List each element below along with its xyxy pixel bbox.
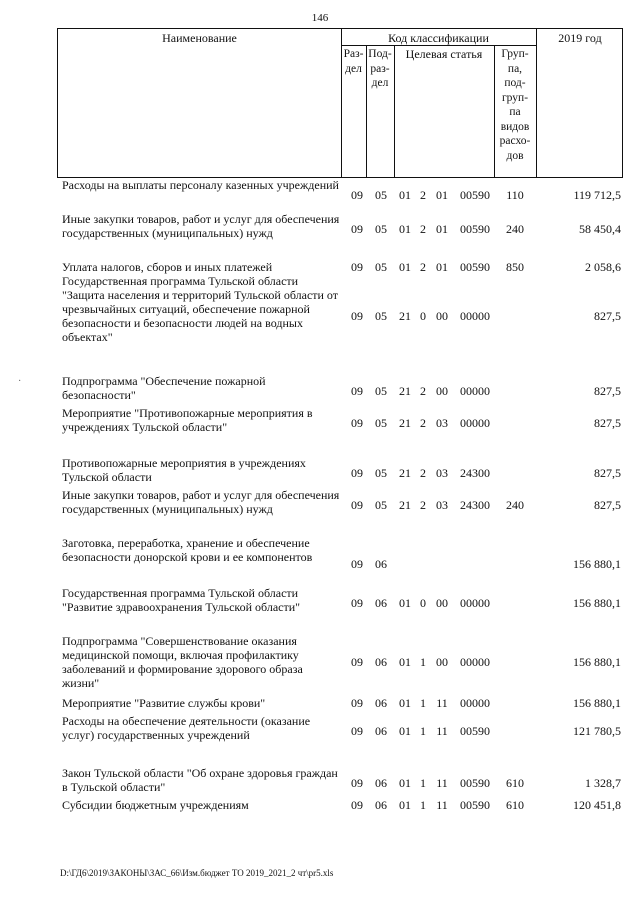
row-target-subprogram: 2 xyxy=(420,222,426,236)
row-target-subprogram: 2 xyxy=(420,188,426,202)
row-razdel: 09 xyxy=(351,384,363,398)
row-podrazdel: 06 xyxy=(375,798,387,812)
row-target-program: 01 xyxy=(399,696,411,710)
row-target-direction: 00590 xyxy=(460,222,490,236)
row-razdel: 09 xyxy=(351,416,363,430)
row-target-program: 01 xyxy=(399,188,411,202)
row-name: Заготовка, переработка, хранение и обеспечение безопасности донорской крови и ее компонентов xyxy=(62,536,313,564)
row-target-program: 01 xyxy=(399,776,411,790)
row-target-program: 01 xyxy=(399,724,411,738)
row-razdel: 09 xyxy=(351,724,363,738)
row-target-event: 03 xyxy=(436,498,448,512)
row-target-subprogram: 1 xyxy=(420,776,426,790)
row-podrazdel: 06 xyxy=(375,776,387,790)
row-amount: 827,5 xyxy=(594,416,621,430)
row-amount: 120 451,8 xyxy=(573,798,621,812)
row-target-subprogram: 0 xyxy=(420,309,426,323)
row-target-direction: 00590 xyxy=(460,724,490,738)
row-target-direction: 00590 xyxy=(460,776,490,790)
row-target-subprogram: 1 xyxy=(420,724,426,738)
row-target-event: 03 xyxy=(436,466,448,480)
row-name: Субсидии бюджетным учреждениям xyxy=(62,798,249,812)
row-target-event: 03 xyxy=(436,416,448,430)
row-target-event: 11 xyxy=(436,776,448,790)
row-podrazdel: 05 xyxy=(375,466,387,480)
row-razdel: 09 xyxy=(351,776,363,790)
header-classification: Код классификации xyxy=(388,31,489,45)
row-razdel: 09 xyxy=(351,188,363,202)
row-target-event: 00 xyxy=(436,655,448,669)
row-target-event: 00 xyxy=(436,309,448,323)
row-amount: 827,5 xyxy=(594,498,621,512)
row-target-subprogram: 2 xyxy=(420,466,426,480)
row-target-direction: 00000 xyxy=(460,416,490,430)
row-name: Иные закупки товаров, работ и услуг для обеспечения государственных (муниципальных) нужд xyxy=(62,212,340,240)
row-target-subprogram: 2 xyxy=(420,260,426,274)
row-target-event: 11 xyxy=(436,798,448,812)
row-amount: 156 880,1 xyxy=(573,596,621,610)
row-amount: 827,5 xyxy=(594,309,621,323)
row-target-direction: 00000 xyxy=(460,655,490,669)
row-podrazdel: 05 xyxy=(375,188,387,202)
row-amount: 119 712,5 xyxy=(573,188,621,202)
row-name: Расходы на выплаты персоналу казенных учреждений xyxy=(62,178,339,192)
row-amount: 156 880,1 xyxy=(573,696,621,710)
row-expense-group: 240 xyxy=(506,222,524,236)
row-target-direction: 00000 xyxy=(460,384,490,398)
row-razdel: 09 xyxy=(351,798,363,812)
row-name: Расходы на обеспечение деятельности (оказание услуг) государственных учреждений xyxy=(62,714,311,742)
row-target-event: 00 xyxy=(436,384,448,398)
row-razdel: 09 xyxy=(351,596,363,610)
row-razdel: 09 xyxy=(351,498,363,512)
row-target-program: 21 xyxy=(399,416,411,430)
row-expense-group: 610 xyxy=(506,798,524,812)
row-target-event: 01 xyxy=(436,260,448,274)
row-amount: 121 780,5 xyxy=(573,724,621,738)
row-target-direction: 00590 xyxy=(460,188,490,202)
row-target-direction: 00000 xyxy=(460,596,490,610)
row-target-subprogram: 1 xyxy=(420,655,426,669)
row-name: Противопожарные мероприятия в учреждениях Тульской области xyxy=(62,456,306,484)
row-podrazdel: 06 xyxy=(375,596,387,610)
header-target-article: Целевая статья xyxy=(405,47,483,61)
row-target-program: 21 xyxy=(399,466,411,480)
row-target-subprogram: 2 xyxy=(420,416,426,430)
row-amount: 827,5 xyxy=(594,384,621,398)
row-expense-group: 610 xyxy=(506,776,524,790)
row-podrazdel: 06 xyxy=(375,655,387,669)
row-name: Подпрограмма "Обеспечение пожарной безопасности" xyxy=(62,374,266,402)
row-razdel: 09 xyxy=(351,260,363,274)
row-target-program: 01 xyxy=(399,655,411,669)
row-target-event: 00 xyxy=(436,596,448,610)
row-razdel: 09 xyxy=(351,696,363,710)
row-expense-group: 110 xyxy=(506,188,524,202)
page-number: 146 xyxy=(311,12,329,24)
row-target-program: 21 xyxy=(399,309,411,323)
header-group: Груп- па, под- груп- па видов расхо- дов xyxy=(499,48,531,162)
header-year: 2019 год xyxy=(558,31,602,45)
row-target-event: 11 xyxy=(436,696,448,710)
row-target-direction: 00590 xyxy=(460,798,490,812)
row-target-event: 01 xyxy=(436,222,448,236)
row-amount: 58 450,4 xyxy=(579,222,621,236)
row-target-event: 01 xyxy=(436,188,448,202)
row-podrazdel: 06 xyxy=(375,724,387,738)
row-name: Мероприятие "Противопожарные мероприятия в учреждениях Тульской области" xyxy=(62,406,313,434)
row-target-program: 01 xyxy=(399,798,411,812)
row-target-program: 21 xyxy=(399,384,411,398)
row-target-program: 01 xyxy=(399,260,411,274)
row-name: Подпрограмма "Совершенствование оказания медицинской помощи, включая профилактику заболеваний и формирование здорового образа жизни" xyxy=(62,634,303,690)
header-divider xyxy=(536,29,537,177)
row-target-program: 01 xyxy=(399,596,411,610)
row-razdel: 09 xyxy=(351,309,363,323)
table-header xyxy=(57,28,623,178)
row-expense-group: 850 xyxy=(506,260,524,274)
row-name: Уплата налогов, сборов и иных платежей xyxy=(62,260,273,274)
row-target-subprogram: 2 xyxy=(420,384,426,398)
row-name: Мероприятие "Развитие службы крови" xyxy=(62,696,266,710)
row-name: Закон Тульской области "Об охране здоровья граждан в Тульской области" xyxy=(62,766,338,794)
row-amount: 156 880,1 xyxy=(573,655,621,669)
row-target-program: 21 xyxy=(399,498,411,512)
row-target-subprogram: 1 xyxy=(420,798,426,812)
row-name: Иные закупки товаров, работ и услуг для обеспечения государственных (муниципальных) нужд xyxy=(62,488,340,516)
row-razdel: 09 xyxy=(351,466,363,480)
row-target-subprogram: 1 xyxy=(420,696,426,710)
row-podrazdel: 05 xyxy=(375,260,387,274)
row-razdel: 09 xyxy=(351,655,363,669)
row-target-program: 01 xyxy=(399,222,411,236)
header-podrazdel: Под- раз- дел xyxy=(368,48,392,89)
row-podrazdel: 05 xyxy=(375,309,387,323)
row-target-direction: 00000 xyxy=(460,309,490,323)
row-razdel: 09 xyxy=(351,222,363,236)
row-target-subprogram: 2 xyxy=(420,498,426,512)
header-divider xyxy=(341,45,536,46)
row-podrazdel: 05 xyxy=(375,498,387,512)
row-name: Государственная программа Тульской области "Развитие здравоохранения Тульской области" xyxy=(62,586,301,614)
header-name: Наименование xyxy=(162,31,237,45)
row-name: Государственная программа Тульской области "Защита населения и территорий Тульской области от чрезвычайных ситуаций, обеспечение пожарной безопасности и безопасности людей на водных объектах" xyxy=(62,274,339,344)
row-amount: 1 328,7 xyxy=(585,776,621,790)
row-target-subprogram: 0 xyxy=(420,596,426,610)
row-podrazdel: 05 xyxy=(375,222,387,236)
row-amount: 2 058,6 xyxy=(585,260,621,274)
footer-file-path: D:\ГД6\2019\ЗАКОНЫ\ЗАС_66\Изм.бюджет ТО 2019_2021_2 чт\pr5.xls xyxy=(60,868,334,878)
row-expense-group: 240 xyxy=(506,498,524,512)
row-amount: 156 880,1 xyxy=(573,557,621,571)
header-divider xyxy=(394,45,395,177)
row-target-direction: 24300 xyxy=(460,498,490,512)
row-target-direction: 24300 xyxy=(460,466,490,480)
row-podrazdel: 05 xyxy=(375,416,387,430)
row-target-event: 11 xyxy=(436,724,448,738)
row-razdel: 09 xyxy=(351,557,363,571)
row-target-direction: 00590 xyxy=(460,260,490,274)
row-target-direction: 00000 xyxy=(460,696,490,710)
row-podrazdel: 06 xyxy=(375,696,387,710)
header-razdel: Раз- дел xyxy=(343,48,364,75)
margin-mark: · xyxy=(18,376,22,387)
row-podrazdel: 05 xyxy=(375,384,387,398)
row-podrazdel: 06 xyxy=(375,557,387,571)
row-amount: 827,5 xyxy=(594,466,621,480)
